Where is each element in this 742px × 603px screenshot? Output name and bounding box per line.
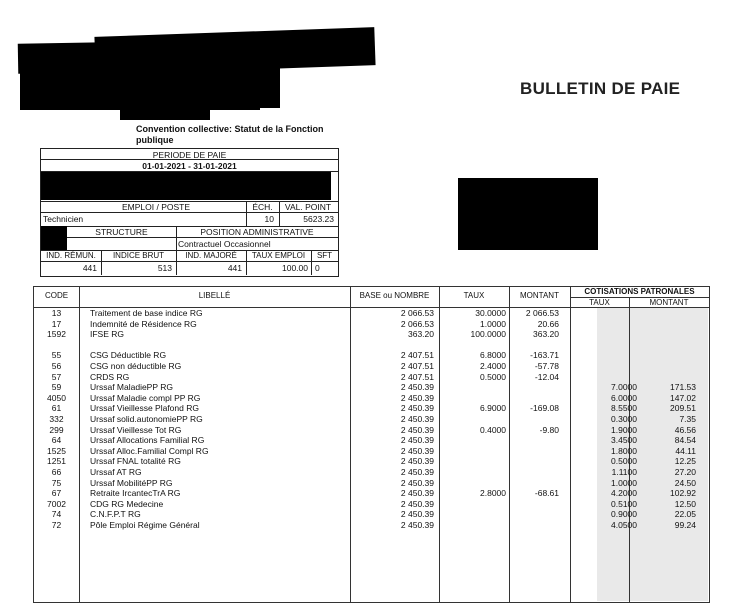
table-row bbox=[34, 425, 709, 436]
periode-value: 01-01-2021 - 31-01-2021 bbox=[142, 161, 237, 171]
cell-libelle: CRDS RG bbox=[90, 371, 130, 382]
table-row bbox=[34, 361, 709, 372]
col-header-code: CODE bbox=[44, 291, 69, 300]
cell-pat-taux: 1.8000 bbox=[611, 445, 637, 456]
table-row bbox=[34, 403, 709, 414]
cell-code: 299 bbox=[49, 424, 64, 435]
ind-majore-label: IND. MAJORÉ bbox=[185, 251, 237, 260]
cell-montant: -9.80 bbox=[539, 424, 559, 435]
ech-value: 10 bbox=[264, 214, 274, 224]
cell-code: 64 bbox=[51, 435, 62, 446]
cell-code: 57 bbox=[51, 371, 62, 382]
table-row bbox=[34, 372, 709, 383]
cell-base: 2 450.39 bbox=[400, 488, 434, 499]
cell-code: 1592 bbox=[47, 329, 66, 340]
cell-libelle: Urssaf Maladie compl PP RG bbox=[90, 392, 201, 403]
cell-pat-taux: 0.3000 bbox=[611, 414, 637, 424]
cell-pat-montant: 24.50 bbox=[674, 477, 696, 488]
table-row bbox=[34, 520, 709, 531]
table-row bbox=[34, 393, 709, 404]
taux-emploi-value: 100.00 bbox=[282, 263, 308, 273]
redaction-employee-address bbox=[458, 178, 598, 250]
cell-taux: 100.0000 bbox=[470, 329, 506, 340]
payslip-table bbox=[33, 286, 710, 603]
cell-pat-montant: 84.54 bbox=[674, 435, 696, 446]
cell-montant: -57.78 bbox=[534, 361, 559, 371]
cell-montant: -163.71 bbox=[530, 350, 559, 361]
col-header-libelle: LIBELLÉ bbox=[198, 291, 231, 300]
cell-pat-taux: 3.4500 bbox=[611, 435, 637, 446]
redaction-structure-code bbox=[41, 226, 67, 250]
cell-pat-taux: 4.2000 bbox=[611, 488, 637, 499]
table-row bbox=[34, 340, 709, 351]
cell-libelle: Indemnité de Résidence RG bbox=[90, 318, 197, 329]
sft-label: SFT bbox=[316, 251, 333, 260]
table-row bbox=[34, 414, 709, 425]
taux-emploi-label: TAUX EMPLOI bbox=[251, 251, 306, 260]
cell-base: 2 450.39 bbox=[400, 520, 434, 530]
cell-pat-taux: 1.1100 bbox=[611, 467, 637, 477]
valpoint-label: VAL. POINT bbox=[284, 202, 332, 212]
cell-base: 2 450.39 bbox=[400, 435, 434, 446]
cell-base: 2 450.39 bbox=[400, 403, 434, 414]
cell-base: 2 450.39 bbox=[400, 498, 434, 509]
cell-taux: 6.9000 bbox=[480, 403, 506, 414]
cell-libelle: Urssaf Allocations Familial RG bbox=[90, 435, 205, 446]
cell-base: 2 450.39 bbox=[400, 456, 434, 467]
cell-pat-taux: 0.9000 bbox=[611, 509, 637, 520]
cell-pat-taux: 0.5100 bbox=[611, 498, 637, 509]
cell-libelle: Retraite IrcantecTrA RG bbox=[90, 488, 181, 499]
cell-libelle: Urssaf Vieillesse Plafond RG bbox=[90, 403, 199, 414]
cell-pat-taux: 1.0000 bbox=[611, 477, 637, 488]
position-label: POSITION ADMINISTRATIVE bbox=[200, 227, 314, 237]
cell-taux: 0.4000 bbox=[480, 424, 506, 435]
periode-label: PERIODE DE PAIE bbox=[152, 150, 227, 160]
cell-pat-montant: 99.24 bbox=[674, 520, 696, 530]
cell-base: 2 450.39 bbox=[400, 392, 434, 403]
cell-base: 2 066.53 bbox=[400, 318, 434, 329]
cell-pat-taux: 4.0500 bbox=[611, 520, 637, 530]
cell-libelle: C.N.F.P.T RG bbox=[90, 509, 141, 520]
cell-code: 59 bbox=[51, 382, 62, 393]
cell-code: 61 bbox=[51, 403, 62, 414]
cell-base: 363.20 bbox=[408, 329, 434, 340]
cell-libelle: Urssaf AT RG bbox=[90, 467, 142, 477]
cell-taux: 2.4000 bbox=[480, 361, 506, 371]
cell-libelle: Traitement de base indice RG bbox=[90, 308, 203, 318]
cell-pat-montant: 209.51 bbox=[670, 403, 696, 414]
ind-majore-value: 441 bbox=[227, 263, 242, 273]
cell-pat-montant: 102.92 bbox=[670, 488, 696, 499]
document-title: BULLETIN DE PAIE bbox=[520, 79, 681, 98]
cell-pat-montant: 46.56 bbox=[674, 424, 696, 435]
cell-code: 75 bbox=[51, 477, 62, 488]
cell-libelle: CDG RG Medecine bbox=[90, 498, 164, 509]
cell-libelle: Urssaf MaladiePP RG bbox=[90, 382, 173, 393]
table-row bbox=[34, 308, 709, 319]
cell-code: 4050 bbox=[47, 392, 66, 403]
redaction-employee-name bbox=[41, 172, 331, 200]
cell-pat-taux: 6.0000 bbox=[611, 392, 637, 403]
cell-pat-taux: 0.5000 bbox=[611, 456, 637, 467]
cell-montant: -12.04 bbox=[534, 371, 559, 382]
cell-taux: 6.8000 bbox=[480, 350, 506, 361]
cell-pat-montant: 22.05 bbox=[674, 509, 696, 520]
cell-montant: -68.61 bbox=[534, 488, 559, 499]
emploi-label: EMPLOI / POSTE bbox=[121, 202, 191, 212]
sft-value: 0 bbox=[315, 263, 320, 273]
col-header-cotisations-patronales: COTISATIONS PATRONALES bbox=[584, 287, 695, 296]
cell-libelle: CSG Déductible RG bbox=[90, 350, 167, 361]
cell-code: 72 bbox=[51, 520, 62, 530]
cell-code: 17 bbox=[51, 318, 62, 329]
employee-info-box bbox=[40, 148, 339, 277]
cell-code: 13 bbox=[51, 308, 62, 318]
cell-code: 1251 bbox=[47, 456, 66, 467]
cell-libelle: IFSE RG bbox=[90, 329, 125, 340]
col-header-montant: MONTANT bbox=[520, 291, 559, 300]
cell-code: 74 bbox=[51, 509, 62, 520]
cell-pat-montant: 171.53 bbox=[670, 382, 696, 393]
table-row bbox=[34, 478, 709, 489]
cell-base: 2 450.39 bbox=[400, 414, 434, 424]
convention-collective: Convention collective: Statut de la Fonction publique bbox=[136, 124, 324, 145]
indice-brut-value: 513 bbox=[157, 263, 172, 273]
cell-pat-montant: 27.20 bbox=[674, 467, 696, 477]
cell-base: 2 450.39 bbox=[400, 509, 434, 520]
cell-base: 2 450.39 bbox=[400, 445, 434, 456]
col-header-pat-taux: TAUX bbox=[589, 298, 610, 307]
cell-pat-montant: 12.50 bbox=[674, 498, 696, 509]
table-row bbox=[34, 435, 709, 446]
cell-code: 67 bbox=[51, 488, 62, 499]
table-row bbox=[34, 509, 709, 520]
col-header-pat-montant: MONTANT bbox=[649, 298, 689, 307]
cell-base: 2 450.39 bbox=[400, 467, 434, 477]
table-row bbox=[34, 456, 709, 467]
table-row bbox=[34, 329, 709, 340]
cell-code: 7002 bbox=[47, 498, 66, 509]
cell-pat-taux: 1.9000 bbox=[611, 424, 637, 435]
indice-brut-label: INDICE BRUT bbox=[112, 251, 165, 260]
cell-libelle: Urssaf MobilitéPP RG bbox=[90, 477, 173, 488]
ind-remun-value: 441 bbox=[82, 263, 97, 273]
ech-label: ÉCH. bbox=[252, 202, 273, 212]
cell-base: 2 407.51 bbox=[400, 361, 434, 371]
table-row bbox=[34, 319, 709, 330]
table-row bbox=[34, 350, 709, 361]
cell-code: 1525 bbox=[47, 445, 66, 456]
table-row bbox=[34, 499, 709, 510]
col-header-taux: TAUX bbox=[463, 291, 485, 300]
emploi-value: Technicien bbox=[43, 214, 84, 224]
valpoint-value: 5623.23 bbox=[303, 214, 334, 224]
cell-base: 2 407.51 bbox=[400, 350, 434, 361]
col-header-base: BASE ou NOMBRE bbox=[359, 291, 430, 300]
cell-pat-montant: 7.35 bbox=[679, 414, 696, 424]
cell-montant: 363.20 bbox=[533, 329, 559, 340]
table-row bbox=[34, 382, 709, 393]
table-row bbox=[34, 446, 709, 457]
cell-base: 2 450.39 bbox=[400, 382, 434, 393]
cell-taux: 2.8000 bbox=[480, 488, 506, 499]
cell-base: 2 066.53 bbox=[400, 308, 434, 318]
cell-taux: 1.0000 bbox=[480, 318, 506, 329]
cell-base: 2 407.51 bbox=[400, 371, 434, 382]
cell-montant: -169.08 bbox=[530, 403, 559, 414]
cell-libelle: Pôle Emploi Régime Général bbox=[90, 520, 200, 530]
cell-pat-taux: 8.5500 bbox=[611, 403, 637, 414]
cell-pat-taux: 7.0000 bbox=[611, 382, 637, 393]
cell-montant: 20.66 bbox=[537, 318, 559, 329]
cell-libelle: Urssaf FNAL totalité RG bbox=[90, 456, 181, 467]
ind-remun-label: IND. RÉMUN. bbox=[46, 251, 96, 260]
cell-montant: 2 066.53 bbox=[525, 308, 559, 318]
cell-libelle: Urssaf solid.autonomiePP RG bbox=[90, 414, 203, 424]
cell-base: 2 450.39 bbox=[400, 477, 434, 488]
table-row bbox=[34, 467, 709, 478]
cell-code: 332 bbox=[49, 414, 64, 424]
cell-taux: 0.5000 bbox=[480, 371, 506, 382]
table-row bbox=[34, 488, 709, 499]
cell-pat-montant: 44.11 bbox=[675, 445, 696, 456]
cell-base: 2 450.39 bbox=[400, 424, 434, 435]
cell-libelle: Urssaf Vieillesse Tot RG bbox=[90, 424, 182, 435]
redaction-employer-siret bbox=[120, 98, 210, 120]
cell-code: 66 bbox=[51, 467, 62, 477]
cell-pat-montant: 147.02 bbox=[670, 392, 696, 403]
cell-libelle: CSG non déductible RG bbox=[90, 361, 182, 371]
cell-code: 56 bbox=[51, 361, 62, 371]
structure-label: STRUCTURE bbox=[95, 227, 148, 237]
cell-taux: 30.0000 bbox=[475, 308, 506, 318]
cell-code: 55 bbox=[51, 350, 62, 361]
position-value: Contractuel Occasionnel bbox=[178, 239, 271, 249]
cell-libelle: Urssaf Alloc.Familial Compl RG bbox=[90, 445, 209, 456]
cell-pat-montant: 12.25 bbox=[674, 456, 696, 467]
